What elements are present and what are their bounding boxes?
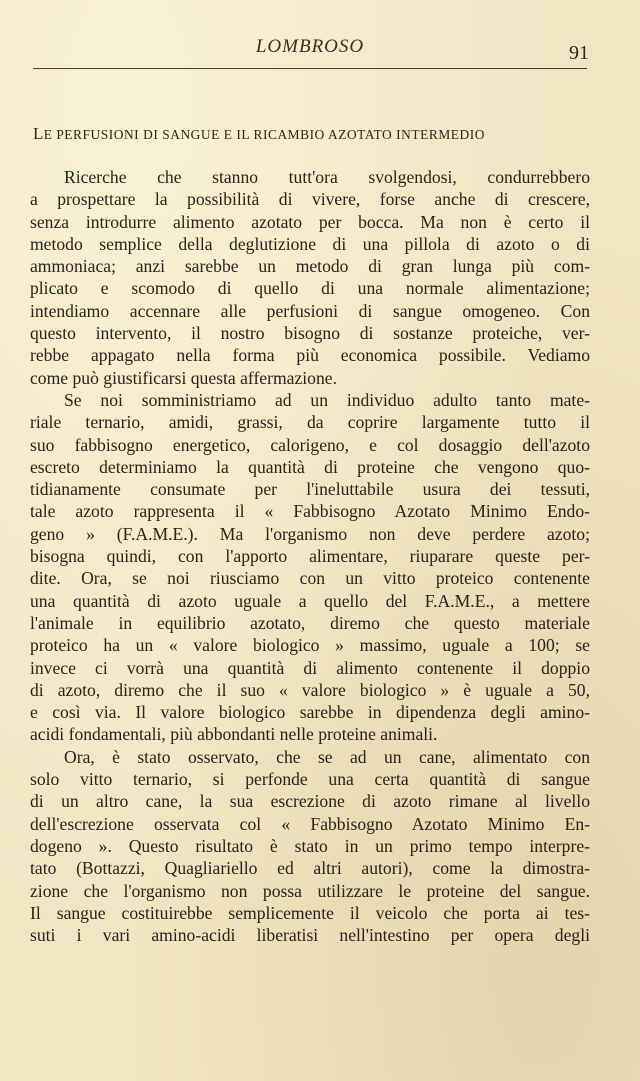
- text-line: invece ci vorrà una quantità di alimento contenente il doppio: [30, 657, 590, 678]
- text-line: suti i vari amino-acidi liberatisi nell'intestino per opera degli: [30, 925, 590, 946]
- text-line: come può giustificarsi questa affermazione.: [30, 367, 337, 388]
- text-line: e così via. Il valore biologico sarebbe in dipendenza degli amino-: [30, 702, 590, 723]
- page-number: 91: [569, 42, 589, 64]
- text-line: escreto determiniamo la quantità di proteine che vengono quo-: [30, 456, 590, 477]
- body-text: [30, 166, 590, 946]
- text-line: senza introdurre alimento azotato per bocca. Ma non è certo il: [30, 211, 590, 232]
- text-line: plicato e scomodo di quello di una normale alimentazione;: [30, 278, 590, 299]
- running-head: [33, 36, 587, 69]
- text-line: l'animale in equilibrio azotato, diremo che questo materiale: [30, 612, 590, 633]
- text-line: acidi fondamentali, più abbondanti nelle proteine animali.: [30, 724, 438, 745]
- text-line: solo vitto ternario, si perfonde una certa quantità di sangue: [30, 769, 590, 790]
- text-line: metodo semplice della deglutizione di una pillola di azoto o di: [30, 233, 590, 254]
- text-line: tidianamente consumate per l'ineluttabile usura dei tessuti,: [30, 479, 590, 500]
- text-line: proteico ha un « valore biologico » massimo, uguale a 100; se: [30, 635, 590, 656]
- text-line: dell'escrezione osservata col « Fabbisogno Azotato Minimo En-: [30, 813, 590, 834]
- running-title: LOMBROSO: [255, 36, 365, 57]
- text-line: Se noi somministriamo ad un individuo adulto tanto mate-: [64, 389, 590, 410]
- text-line: Il sangue costituirebbe semplicemente il veicolo che porta ai tes-: [30, 902, 590, 923]
- text-line: tato (Bottazzi, Quagliariello ed altri autori), come la dimostra-: [30, 858, 590, 879]
- text-line: tale azoto rappresenta il « Fabbisogno Azotato Minimo Endo-: [30, 501, 590, 522]
- text-line: ammoniaca; anzi sarebbe un metodo di gran lunga più com-: [30, 256, 590, 277]
- text-line: Ora, è stato osservato, che se ad un cane, alimentato con: [64, 746, 590, 767]
- text-line: rebbe appagato nella forma più economica possibile. Vediamo: [30, 345, 590, 366]
- text-line: zione che l'organismo non possa utilizzare le proteine del sangue.: [30, 880, 590, 901]
- text-line: di un altro cane, la sua escrezione di azoto rimane al livello: [30, 791, 590, 812]
- text-line: riale ternario, amidi, grassi, da coprire largamente tutto il: [30, 412, 590, 433]
- text-line: di azoto, diremo che il suo « valore biologico » è uguale a 50,: [30, 679, 590, 700]
- paragraph-2: [30, 389, 590, 746]
- text-line: questo intervento, il nostro bisogno di sostanze proteiche, ver-: [30, 323, 590, 344]
- text-line: bisogna quindi, con l'apporto alimentare, riuparare queste per-: [30, 546, 590, 567]
- text-line: geno » (F.A.M.E.). Ma l'organismo non deve perdere azoto;: [30, 523, 590, 544]
- paragraph-1: [30, 166, 590, 389]
- text-line: dogeno ». Questo risultato è stato in un primo tempo interpre-: [30, 835, 590, 856]
- text-line: intendiamo accennare alle perfusioni di sangue omogeneo. Con: [30, 300, 590, 321]
- text-line: a prospettare la possibilità di vivere, forse anche di crescere,: [30, 189, 590, 210]
- section-title-initial: L: [33, 124, 44, 143]
- text-line: suo fabbisogno energetico, calorigeno, e col dosaggio dell'azoto: [30, 434, 590, 455]
- text-line: una quantità di azoto uguale a quello del F.A.M.E., a mettere: [30, 590, 590, 611]
- section-title: [33, 124, 589, 144]
- text-line: dite. Ora, se noi riusciamo con un vitto proteico contenente: [30, 568, 590, 589]
- section-title-text: E PERFUSIONI DI SANGUE E IL RICAMBIO AZOTATO INTERMEDIO: [43, 127, 485, 142]
- paragraph-3: [30, 746, 590, 947]
- text-line: Ricerche che stanno tutt'ora svolgendosi, condurrebbero: [64, 167, 590, 187]
